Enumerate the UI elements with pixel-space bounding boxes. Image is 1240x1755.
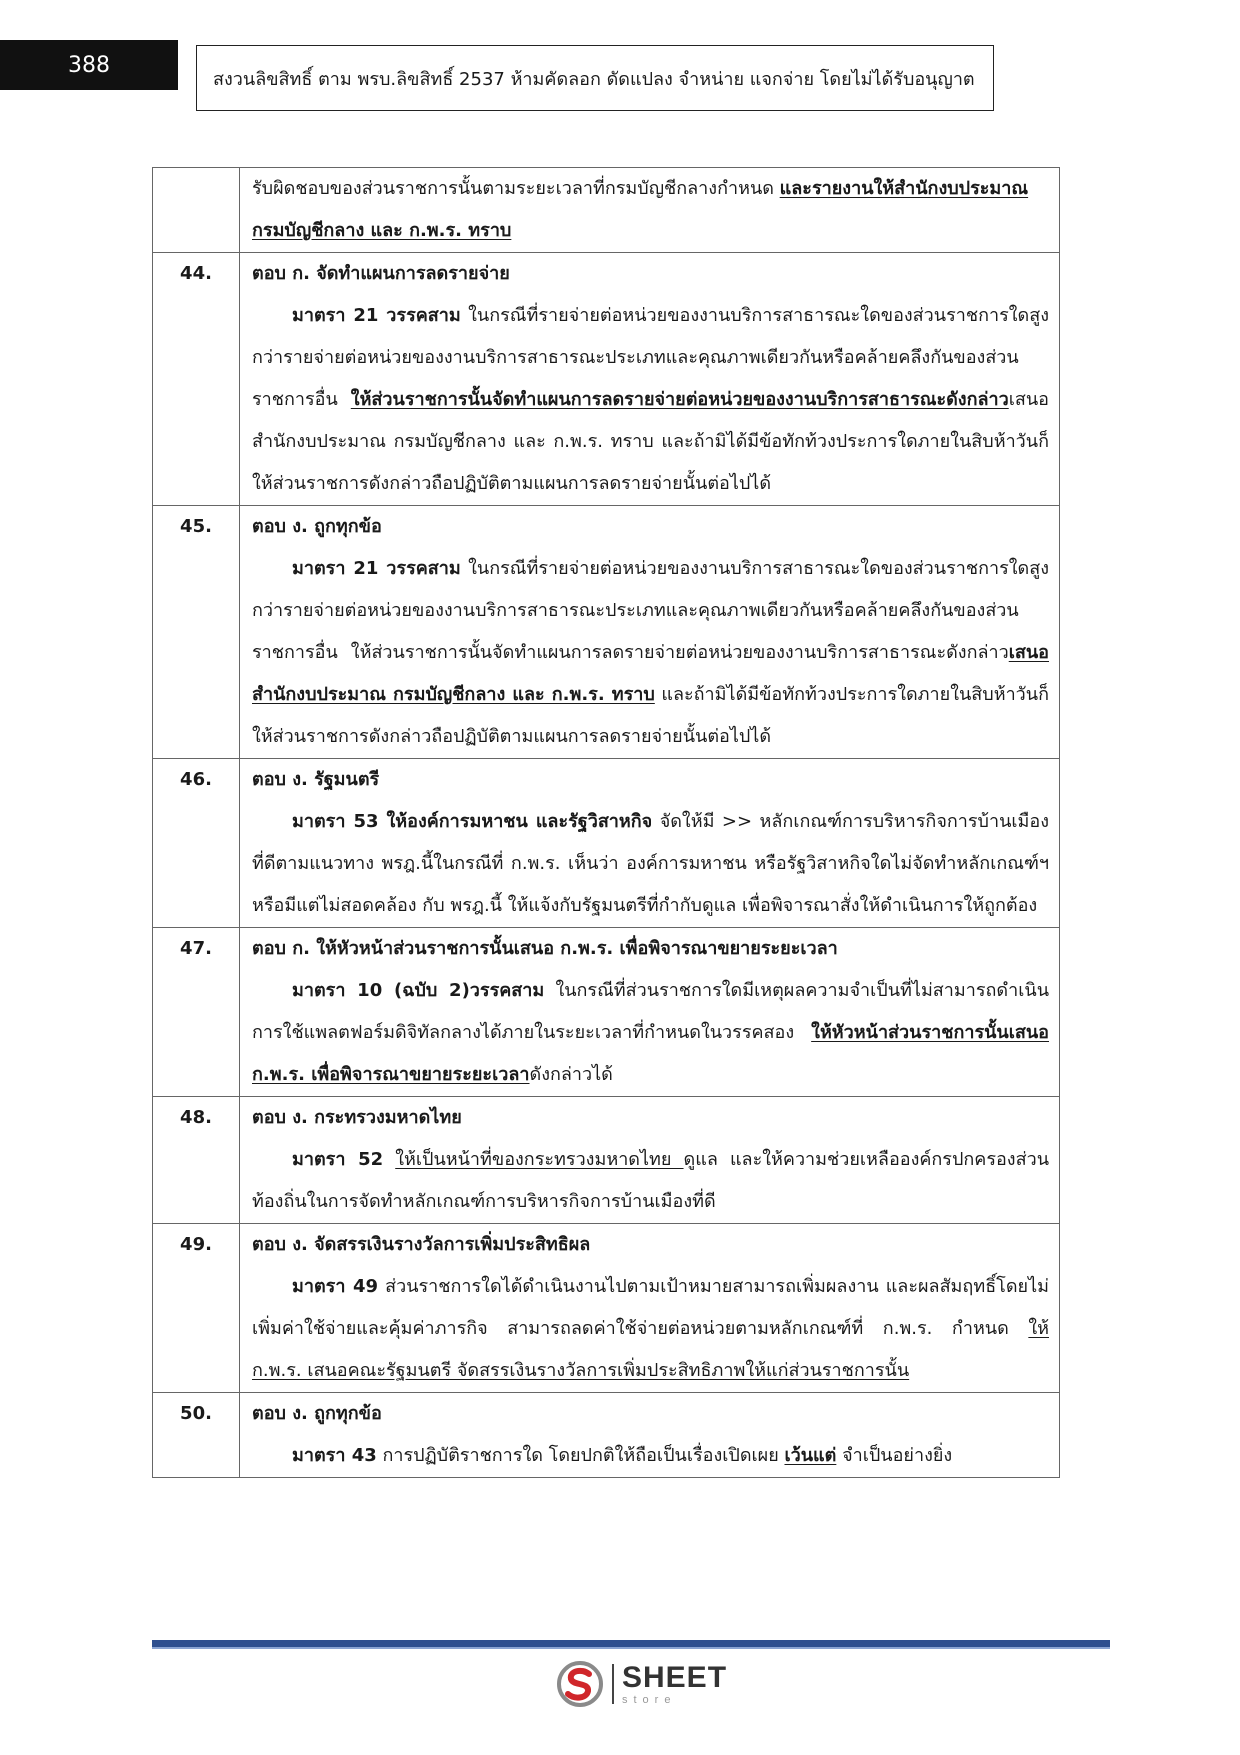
answer-table [152, 167, 1060, 1478]
emphasized-text: มาตรา 43 [292, 1445, 377, 1466]
answer-row [153, 253, 1060, 506]
emphasized-text: มาตรา 52 [292, 1149, 384, 1170]
page-number: 388 [0, 40, 178, 90]
footer-bar [152, 1640, 1110, 1649]
question-number: 49. [153, 1224, 240, 1393]
sheet-logo-icon [556, 1660, 604, 1708]
answer-heading: ตอบ ง. จัดสรรเงินรางวัลการเพิ่มประสิทธิผล [252, 1234, 591, 1255]
copyright-notice: สงวนลิขสิทธิ์ ตาม พรบ.ลิขสิทธิ์ 2537 ห้ามคัดลอก ดัดแปลง จำหน่าย แจกจ่าย โดยไม่ได้รับอนุญาต [213, 68, 975, 90]
answer-content [240, 928, 1060, 1097]
emphasized-text: มาตรา 53 ให้องค์การมหาชน และรัฐวิสาหกิจ [292, 811, 653, 832]
question-number [153, 168, 240, 253]
answer-row [153, 928, 1060, 1097]
text-segment: เสนอสำนักงบประมาณ กรมบัญชีกลาง และ ก.พ.ร. ทราบ และถ้ามิได้มีข้อทักท้วงประการใดภายในสิบห้าวันก็ให้ส่วนราชการดังกล่าวถือปฏิบัติตามแผนการลดรายจ่ายนั้นต่อไปได้ [252, 389, 1049, 494]
emphasized-text: ให้หัวหน้าส่วนราชการนั้นเสนอ ก.พ.ร. เพื่อพิจารณาขยายระยะเวลา [252, 1022, 1049, 1085]
answer-row [153, 506, 1060, 759]
question-number: 47. [153, 928, 240, 1097]
answer-row [153, 759, 1060, 928]
emphasized-text: เว้นแต่ [784, 1445, 837, 1466]
emphasized-text: มาตรา 21 วรรคสาม [292, 558, 461, 579]
emphasized-text: มาตรา 10 (ฉบับ 2)วรรคสาม [292, 980, 545, 1001]
answer-row [153, 1393, 1060, 1478]
text-segment: ส่วนราชการใดได้ดำเนินงานไปตามเป้าหมายสามารถเพิ่มผลงาน และผลสัมฤทธิ์โดยไม่เพิ่มค่าใช้จ่ายและคุ้มค่าภารกิจ สามารถลดค่าใช้จ่ายต่อหน่วยตามหลักเกณฑ์ที่ ก.พ.ร. กำหนด [252, 1276, 1049, 1339]
text-segment: รับผิดชอบของส่วนราชการนั้นตามระยะเวลาที่กรมบัญชีกลางกำหนด [252, 178, 780, 199]
explanation-text [252, 801, 1049, 927]
question-number: 44. [153, 253, 240, 506]
answer-heading: ตอบ ง. กระทรวงมหาดไทย [252, 1107, 462, 1128]
answer-content [240, 759, 1060, 928]
text-segment: ในกรณีที่รายจ่ายต่อหน่วยของงานบริการสาธารณะใดของส่วนราชการใดสูงกว่ารายจ่ายต่อหน่วยของงานบริการสาธารณะประเภทและคุณภาพเดียวกันหรือคล้ายคลึงกันของส่วนราชการอื่น [252, 305, 1050, 410]
answer-heading: ตอบ ง. ถูกทุกข้อ [252, 1403, 382, 1424]
answer-row [153, 1224, 1060, 1393]
sheet-store-logo [556, 1660, 727, 1708]
text-segment: ดังกล่าวได้ [529, 1064, 613, 1085]
logo-main-text: SHEET [622, 1660, 728, 1694]
emphasized-text: มาตรา 49 [292, 1276, 379, 1297]
explanation-text [252, 548, 1049, 758]
text-segment: ในกรณีที่ส่วนราชการใดมีเหตุผลความจำเป็นที่ไม่สามารถดำเนินการใช้แพลตฟอร์มดิจิทัลกลางได้ภายในระยะเวลาที่กำหนดในวรรคสอง [252, 980, 1049, 1043]
emphasized-text: เสนอสำนักงบประมาณ กรมบัญชีกลาง และ ก.พ.ร. ทราบ [252, 642, 1049, 705]
text-segment: ดูแล และให้ความช่วยเหลือองค์กรปกครองส่วนท้องถิ่นในการจัดทำหลักเกณฑ์การบริหารกิจการบ้านเมืองที่ดี [252, 1149, 1049, 1212]
answer-heading: ตอบ ก. จัดทำแผนการลดรายจ่าย [252, 263, 510, 284]
answer-content [240, 253, 1060, 506]
logo-separator [612, 1664, 614, 1704]
answer-content [240, 506, 1060, 759]
logo-sub-text: store [622, 1693, 677, 1706]
text-segment [383, 1149, 395, 1170]
explanation-text [252, 168, 1049, 252]
answer-heading: ตอบ ง. ถูกทุกข้อ [252, 516, 382, 537]
emphasized-text: ให้ ก.พ.ร. เสนอคณะรัฐมนตรี จัดสรรเงินรางวัลการเพิ่มประสิทธิภาพให้แก่ส่วนราชการนั้น [252, 1318, 1049, 1381]
answer-heading: ตอบ ง. รัฐมนตรี [252, 769, 380, 790]
text-segment: จำเป็นอย่างยิ่ง [836, 1445, 953, 1466]
question-number: 48. [153, 1097, 240, 1224]
explanation-text [252, 1266, 1049, 1392]
emphasized-text: มาตรา 21 วรรคสาม [292, 305, 461, 326]
logo-text [622, 1660, 728, 1706]
text-segment: ในกรณีที่รายจ่ายต่อหน่วยของงานบริการสาธารณะใดของส่วนราชการใดสูงกว่ารายจ่ายต่อหน่วยของงานบริการสาธารณะประเภทและคุณภาพเดียวกันหรือคล้ายคลึงกันของส่วนราชการอื่น ให้ส่วนราชการนั้นจัดทำแผนการลดรายจ่ายต่อหน่วยของงานบริการสาธารณะดังกล่าว [252, 558, 1050, 663]
emphasized-text: และรายงานให้สำนักงบประมาณ กรมบัญชีกลาง และ ก.พ.ร. ทราบ [252, 178, 1029, 241]
explanation-text [252, 1139, 1049, 1223]
text-segment: จัดให้มี >> หลักเกณฑ์การบริหารกิจการบ้านเมืองที่ดีตามแนวทาง พรฎ.นี้ในกรณีที่ ก.พ.ร. เห็นว่า องค์การมหาชน หรือรัฐวิสาหกิจใดไม่จัดทำหลักเกณฑ์ฯ หรือมีแต่ไม่สอดคล้อง กับ พรฎ.นี้ ให้แจ้งกับรัฐมนตรีที่กำกับดูแล เพื่อพิจารณาสั่งให้ดำเนินการให้ถูกต้อง [252, 811, 1049, 916]
answer-heading: ตอบ ก. ให้หัวหน้าส่วนราชการนั้นเสนอ ก.พ.ร. เพื่อพิจารณาขยายระยะเวลา [252, 938, 838, 959]
explanation-text [252, 1435, 1049, 1477]
answer-row [153, 168, 1060, 253]
question-number: 50. [153, 1393, 240, 1478]
answer-content [240, 1224, 1060, 1393]
explanation-text [252, 970, 1049, 1096]
copyright-header [196, 45, 994, 111]
explanation-text [252, 295, 1049, 505]
answer-row [153, 1097, 1060, 1224]
answer-content [240, 168, 1060, 253]
answer-content [240, 1393, 1060, 1478]
question-number: 45. [153, 506, 240, 759]
emphasized-text: ให้เป็นหน้าที่ของกระทรวงมหาดไทย [395, 1149, 684, 1170]
emphasized-text: ให้ส่วนราชการนั้นจัดทำแผนการลดรายจ่ายต่อหน่วยของงานบริการสาธารณะดังกล่าว [350, 389, 1009, 410]
question-number: 46. [153, 759, 240, 928]
text-segment: และถ้ามิได้มีข้อทักท้วงประการใดภายในสิบห้าวันก็ให้ส่วนราชการดังกล่าวถือปฏิบัติตามแผนการลดรายจ่ายนั้นต่อไปได้ [252, 684, 1049, 747]
answer-content [240, 1097, 1060, 1224]
text-segment: การปฏิบัติราชการใด โดยปกติให้ถือเป็นเรื่องเปิดเผย [376, 1445, 785, 1466]
